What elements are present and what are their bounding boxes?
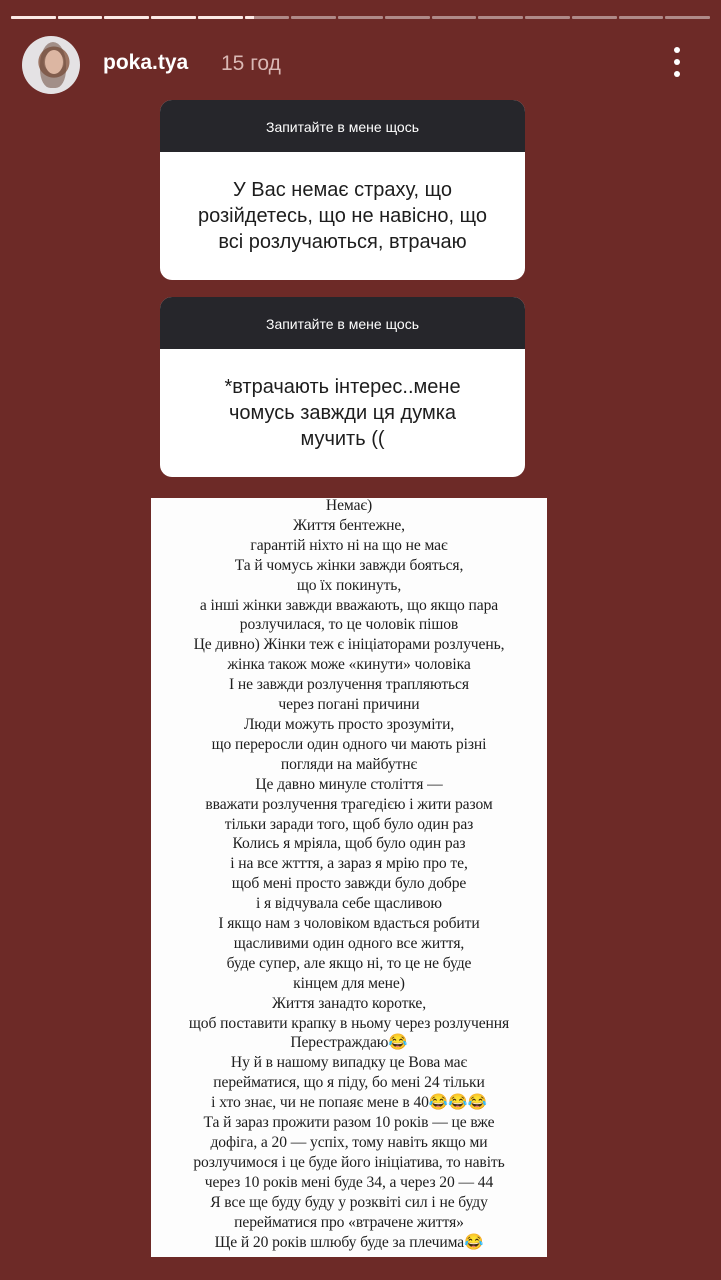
question-line: У Вас немає страху, що (233, 179, 452, 201)
answer-line: Я все ще буду буду у розквіті сил і не буду (210, 1193, 488, 1211)
answer-line: Це давно минуле століття — (255, 775, 443, 793)
question-card-2 (160, 297, 525, 477)
answer-line: розлучилася, то це чоловік пішов (239, 616, 459, 634)
question-card-title: Запитайте в мене щось (160, 100, 525, 152)
avatar-face (45, 50, 63, 74)
answer-line: щасливими один одного все життя, (233, 934, 465, 952)
answer-line: жінка також може «кинути» чоловіка (227, 656, 471, 674)
answer-line: через погані причини (278, 696, 420, 714)
answer-line: і я відчувала себе щасливою (256, 895, 442, 913)
answer-line: Немає) (325, 497, 373, 514)
question-line: всі розлучаються, втрачаю (218, 231, 467, 253)
answer-line: Та й зараз прожити разом 10 років — це вже (203, 1114, 495, 1132)
answer-line: І якщо нам з чоловіком вдасться робити (218, 915, 480, 933)
story-header (0, 0, 721, 100)
answer-line: Життя бентежне, (293, 516, 405, 534)
username[interactable]: poka.tya (103, 51, 189, 74)
question-line: чомусь завжди ця думка (228, 402, 457, 424)
menu-dot (674, 47, 680, 53)
answer-line: гарантій ніхто ні на що не має (250, 536, 448, 554)
answer-line: що переросли один одного чи мають різні (211, 735, 487, 753)
answer-line: що їх покинуть, (296, 576, 402, 594)
question-card-text (160, 152, 525, 280)
timestamp: 15 год (221, 52, 281, 75)
question-card-title: Запитайте в мене щось (160, 297, 525, 349)
answer-line: кінцем для мене) (293, 974, 405, 992)
question-line: *втрачають інтерес..мене (224, 376, 461, 398)
answer-line: Люди можуть просто зрозуміти, (243, 715, 455, 733)
answer-line: перейматися, що я піду, бо мені 24 тільки (213, 1074, 485, 1092)
answer-line: Життя занадто коротке, (272, 994, 426, 1012)
answer-line: Це дивно) Жінки теж є ініціаторами розлучень, (193, 636, 505, 654)
question-card-1 (160, 100, 525, 280)
answer-line: Колись я мріяла, щоб було один раз (232, 835, 466, 853)
answer-line: погляди на майбутнє (280, 755, 418, 773)
answer-line: щоб поставити крапку в ньому через розлучення (188, 1014, 510, 1032)
answer-line: щоб мені просто завжди було добре (231, 875, 467, 893)
answer-line: І не завжди розлучення трапляються (229, 676, 469, 694)
answer-line: через 10 років мені буде 34, а через 20 — 44 (204, 1173, 494, 1191)
answer-line: буде супер, але якщо ні, то це не буде (226, 954, 472, 972)
menu-dot (674, 71, 680, 77)
answer-line: тільки заради того, щоб було один раз (224, 815, 474, 833)
answer-line: і на все жтття, а зараз я мрію про те, (230, 855, 468, 873)
question-line: мучить (( (300, 428, 385, 450)
answer-line: розлучимося і це буде його ініціатива, то навіть (193, 1153, 505, 1171)
answer-line: а інші жінки завжди вважають, що якщо пара (199, 596, 499, 614)
avatar[interactable] (22, 36, 80, 94)
question-line: розійдетесь, що не навісно, що (197, 205, 488, 227)
answer-line: Та й чомусь жінки завжди бояться, (234, 556, 464, 574)
answer-line: вважати розлучення трагедією і жити разом (205, 795, 493, 813)
more-vertical-icon[interactable] (667, 44, 687, 82)
answer-text-panel (151, 498, 547, 1257)
answer-line: і хто знає, чи не попаяє мене в 40😂😂😂 (211, 1094, 487, 1112)
answer-line: Ну й в нашому випадку це Вова має (230, 1054, 468, 1072)
answer-line: перейматися про «втрачене життя» (234, 1213, 464, 1231)
answer-lines (151, 496, 547, 1252)
menu-dot (674, 59, 680, 65)
answer-line: Ще й 20 років шлюбу буде за плечима😂 (214, 1233, 484, 1251)
answer-line: дофіга, а 20 — успіх, тому навіть якщо ми (210, 1134, 488, 1151)
answer-line: Перестраждаю😂 (290, 1034, 408, 1052)
question-card-text (160, 349, 525, 477)
